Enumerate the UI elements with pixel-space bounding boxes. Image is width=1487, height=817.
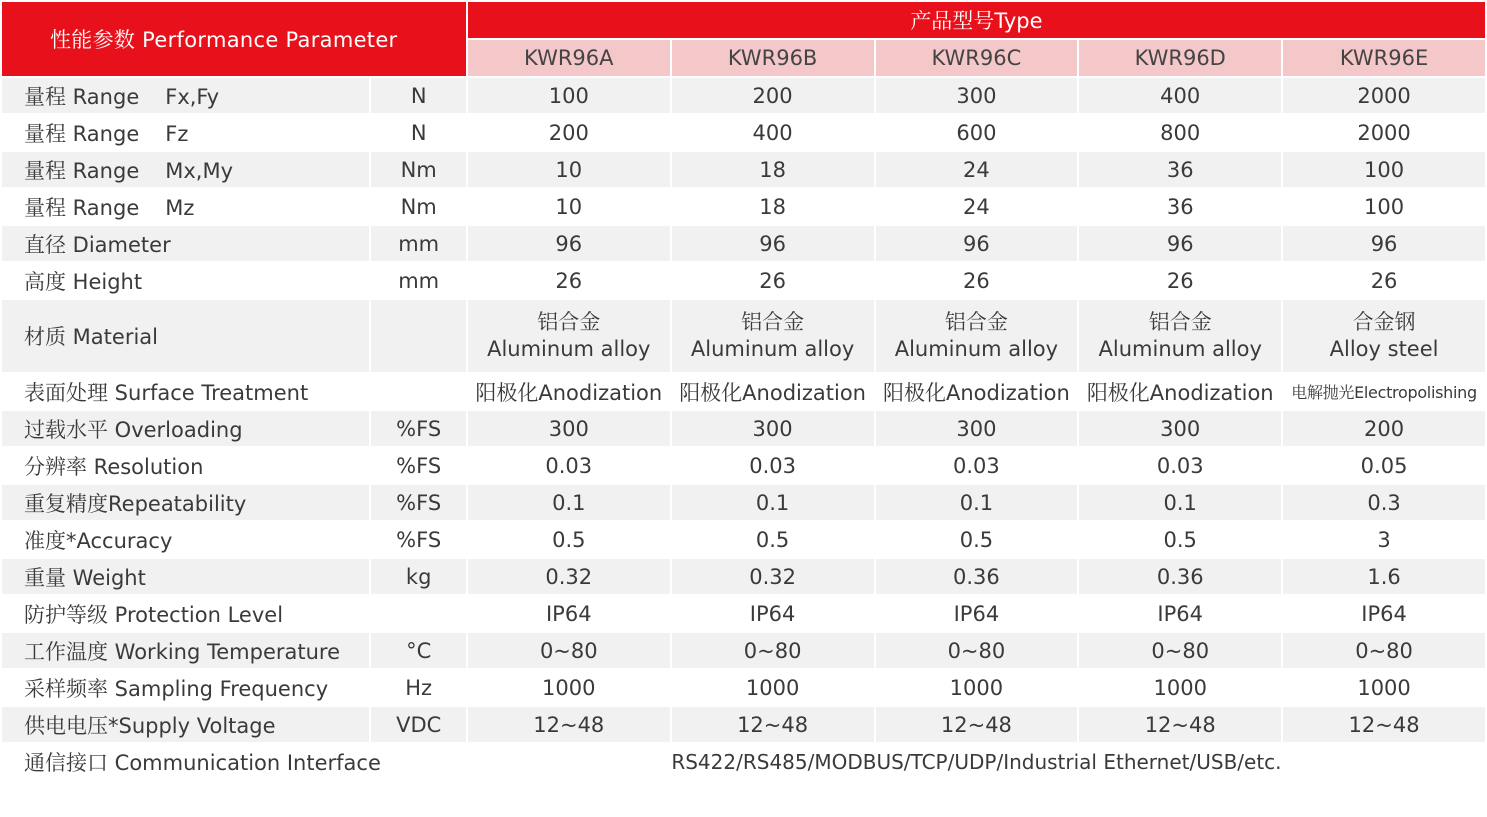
value-cell: 26 — [1370, 268, 1398, 293]
table-row — [2, 411, 1485, 446]
value-cell: 0.1 — [876, 485, 1078, 520]
value-cell: 0.05 — [1360, 453, 1408, 478]
value-cell: 300 — [876, 78, 1078, 113]
unit-cell: N — [410, 120, 427, 145]
value-cell: 96 — [672, 226, 874, 261]
value-cell: 300 — [876, 411, 1078, 446]
table-row — [2, 559, 1485, 594]
value-cell: 1000 — [949, 675, 1004, 700]
value-cell: 100 — [468, 78, 670, 113]
value-cell: 96 — [1079, 226, 1281, 261]
table-row — [2, 115, 1485, 150]
table-row — [2, 485, 1485, 520]
table-row — [2, 152, 1485, 187]
value-cell: 12~48 — [876, 707, 1078, 742]
param-cell — [2, 189, 369, 224]
table-header — [2, 2, 1485, 76]
param-sub-label: Fx,Fy — [165, 84, 219, 109]
table-row-material — [2, 300, 1485, 372]
material-en: Aluminum alloy — [690, 337, 855, 361]
value-cell: 阳极化Anodization — [679, 380, 866, 405]
model-header-kwr96b: KWR96B — [672, 40, 874, 76]
value-cell: 0.5 — [959, 527, 994, 552]
param-cell: 重量 Weight — [2, 559, 369, 594]
value-cell: 0~80 — [1283, 633, 1485, 668]
value-cell: 26 — [1166, 268, 1194, 293]
value-cell: 96 — [876, 226, 1078, 261]
unit-cell: Hz — [405, 675, 433, 700]
value-cell: 10 — [468, 152, 670, 187]
value-cell: 26 — [963, 268, 990, 293]
table-body — [2, 78, 1485, 779]
value-cell: 电解抛光Electropolishing — [1291, 383, 1477, 402]
material-cell — [1283, 300, 1485, 372]
material-cn: 合金钢 — [1352, 310, 1416, 334]
value-cell: 12~48 — [1283, 707, 1485, 742]
param-cell: 工作温度 Working Temperature — [2, 633, 369, 668]
value-cell: 2000 — [1283, 78, 1485, 113]
material-en: Aluminum alloy — [1098, 337, 1262, 361]
performance-parameter-header: 性能参数 Performance Parameter — [2, 2, 466, 76]
value-cell: 0.03 — [545, 453, 593, 478]
value-cell: 1000 — [542, 675, 596, 700]
value-cell: 0.1 — [468, 485, 670, 520]
param-cell: 采样频率 Sampling Frequency — [24, 676, 329, 701]
value-cell: 12~48 — [672, 707, 874, 742]
param-cell: 防护等级 Protection Level — [24, 602, 284, 627]
value-cell: 96 — [1283, 226, 1485, 261]
value-cell: 0.36 — [876, 559, 1078, 594]
unit-cell: Nm — [371, 152, 465, 187]
unit-cell: %FS — [396, 453, 442, 478]
material-cell — [876, 300, 1078, 372]
value-cell: IP64 — [749, 601, 796, 626]
param-label: 量程 Range — [24, 121, 140, 146]
table-row — [2, 78, 1485, 113]
value-cell: 800 — [1160, 120, 1201, 145]
material-en: Alloy steel — [1329, 337, 1439, 361]
value-cell: IP64 — [953, 601, 1000, 626]
material-cn: 铝合金 — [741, 310, 805, 334]
table-row — [2, 633, 1485, 668]
value-cell: 300 — [672, 411, 874, 446]
param-cell: 高度 Height — [24, 269, 143, 294]
table-row — [2, 448, 1485, 483]
param-sub-label: Fz — [165, 121, 189, 146]
value-cell: 阳极化Anodization — [475, 380, 663, 405]
value-cell: 36 — [1166, 194, 1194, 219]
param-cell: 过载水平 Overloading — [2, 411, 369, 446]
value-cell: 100 — [1283, 152, 1485, 187]
material-en: Aluminum alloy — [894, 337, 1059, 361]
value-cell: 300 — [468, 411, 670, 446]
unit-cell — [371, 300, 465, 372]
value-cell: 0~80 — [672, 633, 874, 668]
value-cell: 0.5 — [1163, 527, 1197, 552]
value-cell: 1000 — [1153, 675, 1207, 700]
value-cell: 300 — [1079, 411, 1281, 446]
value-cell: 36 — [1079, 152, 1281, 187]
unit-cell: N — [371, 78, 465, 113]
value-cell: 26 — [759, 268, 786, 293]
value-cell: 1.6 — [1283, 559, 1485, 594]
unit-cell: °C — [371, 633, 465, 668]
value-cell: 0.3 — [1283, 485, 1485, 520]
value-cell: 3 — [1377, 527, 1391, 552]
value-cell: 0.32 — [468, 559, 670, 594]
param-cell: 表面处理 Surface Treatment — [24, 380, 309, 405]
value-cell: 0.03 — [1156, 453, 1204, 478]
value-cell: 1000 — [1357, 675, 1411, 700]
value-cell: 24 — [963, 194, 990, 219]
value-cell: 200 — [1283, 411, 1485, 446]
unit-cell: kg — [371, 559, 465, 594]
material-cn: 铝合金 — [944, 310, 1008, 334]
param-cell: 分辨率 Resolution — [24, 454, 204, 479]
table-row-communication — [2, 744, 1485, 779]
value-cell: 阳极化Anodization — [883, 380, 1070, 405]
param-sub-label: Mz — [165, 195, 195, 220]
unit-cell: Nm — [400, 194, 437, 219]
unit-cell: %FS — [371, 485, 465, 520]
value-cell: 0~80 — [1079, 633, 1281, 668]
value-cell: IP64 — [1361, 601, 1407, 626]
value-cell: 10 — [555, 194, 583, 219]
table-row — [2, 596, 1485, 631]
table-row — [2, 670, 1485, 705]
table-row — [2, 707, 1485, 742]
unit-cell: %FS — [371, 411, 465, 446]
value-cell: 400 — [1079, 78, 1281, 113]
material-cell — [468, 300, 670, 372]
material-cn: 铝合金 — [537, 310, 601, 334]
value-cell: 0~80 — [468, 633, 670, 668]
value-cell: 2000 — [1357, 120, 1411, 145]
param-cell: 准度*Accuracy — [24, 528, 173, 553]
value-cell: 400 — [752, 120, 793, 145]
table-row — [2, 189, 1485, 224]
value-cell: 200 — [672, 78, 874, 113]
unit-cell: VDC — [371, 707, 465, 742]
value-cell: 96 — [468, 226, 670, 261]
value-cell: 24 — [876, 152, 1078, 187]
table-row — [2, 226, 1485, 261]
value-cell: 0.5 — [755, 527, 790, 552]
model-header-kwr96e: KWR96E — [1283, 40, 1485, 76]
material-cell — [672, 300, 874, 372]
material-cn: 铝合金 — [1148, 310, 1212, 334]
value-cell: 600 — [956, 120, 997, 145]
value-cell: 200 — [548, 120, 589, 145]
param-cell: 直径 Diameter — [2, 226, 369, 261]
value-cell: 12~48 — [1079, 707, 1281, 742]
table-row-surface — [2, 374, 1485, 409]
value-cell: 0.32 — [672, 559, 874, 594]
value-cell: 0.1 — [672, 485, 874, 520]
table-row — [2, 522, 1485, 557]
value-cell: 0.1 — [1079, 485, 1281, 520]
model-header-kwr96a: KWR96A — [468, 40, 670, 76]
model-header-kwr96d: KWR96D — [1079, 40, 1281, 76]
param-cell: 重复精度Repeatability — [2, 485, 369, 520]
product-type-header: 产品型号Type — [468, 2, 1485, 38]
param-cell: 材质 Material — [2, 300, 369, 372]
material-en: Aluminum alloy — [487, 337, 651, 361]
value-cell: 100 — [1364, 194, 1405, 219]
param-sub-label: Mx,My — [165, 158, 234, 183]
param-cell: 通信接口 Communication Interface — [24, 750, 381, 775]
model-header-kwr96c: KWR96C — [876, 40, 1078, 76]
param-cell — [2, 78, 369, 113]
value-cell: 0.5 — [552, 527, 586, 552]
unit-cell: mm — [398, 268, 440, 293]
value-cell: 0.03 — [953, 453, 1000, 478]
communication-value: RS422/RS485/MODBUS/TCP/UDP/Industrial Ethernet/USB/etc. — [671, 749, 1282, 774]
value-cell: 12~48 — [468, 707, 670, 742]
value-cell: 0.36 — [1079, 559, 1281, 594]
param-cell — [2, 115, 369, 150]
param-cell: 供电电压*Supply Voltage — [2, 707, 369, 742]
value-cell: 18 — [759, 194, 786, 219]
value-cell: 阳极化Anodization — [1086, 380, 1274, 405]
value-cell: IP64 — [545, 601, 592, 626]
value-cell: IP64 — [1157, 601, 1204, 626]
unit-cell: mm — [371, 226, 465, 261]
value-cell: 26 — [555, 268, 583, 293]
param-label: 量程 Range — [24, 158, 140, 183]
value-cell: 18 — [672, 152, 874, 187]
param-label: 量程 Range — [24, 195, 140, 220]
value-cell: 1000 — [745, 675, 800, 700]
param-cell — [2, 152, 369, 187]
param-label: 量程 Range — [24, 84, 140, 109]
unit-cell: %FS — [396, 527, 442, 552]
value-cell: 0.03 — [749, 453, 796, 478]
table-row — [2, 263, 1485, 298]
material-cell — [1079, 300, 1281, 372]
value-cell: 0~80 — [876, 633, 1078, 668]
